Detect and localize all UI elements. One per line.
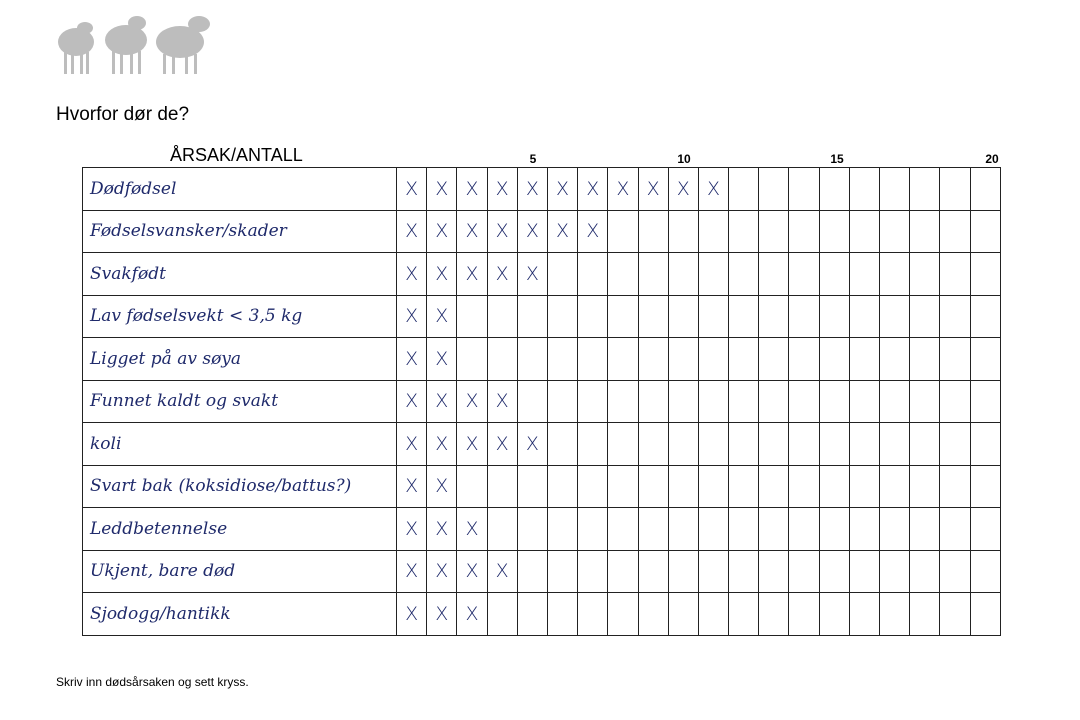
- tally-mark[interactable]: X: [427, 253, 457, 296]
- table-row: [83, 295, 1001, 338]
- tally-cell[interactable]: [880, 295, 910, 338]
- tally-cell[interactable]: [759, 508, 789, 551]
- sheep-icon: [105, 16, 147, 74]
- tally-cell[interactable]: [759, 550, 789, 593]
- tally-cell[interactable]: [910, 593, 940, 636]
- tally-cell[interactable]: [880, 593, 910, 636]
- tally-cell[interactable]: [910, 168, 940, 211]
- tally-cell[interactable]: [940, 253, 970, 296]
- tally-cell[interactable]: [578, 295, 608, 338]
- tally-cell[interactable]: [970, 338, 1000, 381]
- tally-cell[interactable]: [729, 593, 759, 636]
- tally-cell[interactable]: [910, 550, 940, 593]
- tally-cell[interactable]: [910, 508, 940, 551]
- tally-cell[interactable]: [698, 550, 728, 593]
- column-header-label: ÅRSAK/ANTALL: [170, 145, 303, 165]
- tally-cell[interactable]: [668, 295, 698, 338]
- tally-cell[interactable]: [668, 380, 698, 423]
- tally-mark[interactable]: X: [397, 550, 427, 593]
- tally-mark[interactable]: X: [397, 253, 427, 296]
- tally-cell[interactable]: [729, 168, 759, 211]
- tally-mark[interactable]: X: [457, 593, 487, 636]
- tally-cell[interactable]: [729, 508, 759, 551]
- tally-cell[interactable]: [849, 380, 879, 423]
- tally-cell[interactable]: [789, 465, 819, 508]
- tally-cell[interactable]: [940, 295, 970, 338]
- tally-cell[interactable]: [819, 550, 849, 593]
- tally-mark[interactable]: X: [427, 338, 457, 381]
- tally-cell[interactable]: [547, 593, 577, 636]
- tally-cell[interactable]: [940, 508, 970, 551]
- tally-mark[interactable]: X: [397, 295, 427, 338]
- tally-cell[interactable]: [849, 338, 879, 381]
- tally-cell[interactable]: [547, 253, 577, 296]
- tally-cell[interactable]: [970, 508, 1000, 551]
- tally-cell[interactable]: [880, 168, 910, 211]
- table-row: [83, 423, 1001, 466]
- tally-cell[interactable]: [638, 593, 668, 636]
- tally-mark[interactable]: X: [487, 423, 517, 466]
- tally-cell[interactable]: [517, 508, 547, 551]
- tally-cell[interactable]: [729, 253, 759, 296]
- tally-cell[interactable]: [547, 338, 577, 381]
- tally-cell[interactable]: [970, 380, 1000, 423]
- tally-cell[interactable]: [849, 168, 879, 211]
- tally-cell[interactable]: [729, 423, 759, 466]
- tally-cell[interactable]: [849, 253, 879, 296]
- tally-cell[interactable]: [729, 380, 759, 423]
- tally-cell[interactable]: [638, 550, 668, 593]
- tally-mark[interactable]: X: [397, 210, 427, 253]
- tally-cell[interactable]: [970, 423, 1000, 466]
- tally-cell[interactable]: [849, 210, 879, 253]
- tally-mark[interactable]: X: [427, 550, 457, 593]
- tally-cell[interactable]: [638, 423, 668, 466]
- tally-cell[interactable]: [880, 508, 910, 551]
- tally-cell[interactable]: [698, 380, 728, 423]
- tally-cell[interactable]: [729, 465, 759, 508]
- tally-cell[interactable]: [789, 550, 819, 593]
- tally-cell[interactable]: [849, 295, 879, 338]
- tally-cell[interactable]: [517, 338, 547, 381]
- tally-cell[interactable]: [759, 210, 789, 253]
- tally-mark[interactable]: X: [578, 210, 608, 253]
- tally-cell[interactable]: [880, 550, 910, 593]
- tally-mark[interactable]: X: [547, 168, 577, 211]
- tally-cell[interactable]: [698, 253, 728, 296]
- tally-cell[interactable]: [789, 338, 819, 381]
- tally-mark[interactable]: X: [547, 210, 577, 253]
- tally-cell[interactable]: [487, 338, 517, 381]
- tally-mark[interactable]: X: [397, 338, 427, 381]
- tally-cell[interactable]: [880, 210, 910, 253]
- tally-cell[interactable]: [608, 253, 638, 296]
- tally-cell[interactable]: [608, 295, 638, 338]
- tally-cell[interactable]: [789, 253, 819, 296]
- tally-mark[interactable]: X: [668, 168, 698, 211]
- tally-cell[interactable]: [940, 465, 970, 508]
- tally-cell[interactable]: [880, 423, 910, 466]
- tally-cell[interactable]: [819, 168, 849, 211]
- table-row: [83, 465, 1001, 508]
- tally-mark[interactable]: X: [638, 168, 668, 211]
- tally-cell[interactable]: [940, 593, 970, 636]
- cause-cell[interactable]: Fødselsvansker/skader: [83, 210, 397, 253]
- tally-cell[interactable]: [547, 380, 577, 423]
- cause-cell[interactable]: Lav fødselsvekt < 3,5 kg: [83, 295, 397, 338]
- tally-mark[interactable]: X: [427, 168, 457, 211]
- tally-mark[interactable]: X: [517, 253, 547, 296]
- cause-cell[interactable]: Ukjent, bare død: [83, 550, 397, 593]
- table-row: [83, 168, 1001, 211]
- tally-mark[interactable]: X: [457, 168, 487, 211]
- tally-mark[interactable]: X: [698, 168, 728, 211]
- tally-cell[interactable]: [578, 338, 608, 381]
- tally-cell[interactable]: [517, 550, 547, 593]
- tally-cell[interactable]: [668, 210, 698, 253]
- tally-cell[interactable]: [849, 550, 879, 593]
- tally-cell[interactable]: [668, 508, 698, 551]
- tally-cell[interactable]: [759, 253, 789, 296]
- tally-cell[interactable]: [849, 465, 879, 508]
- tally-mark[interactable]: X: [427, 380, 457, 423]
- tally-cell[interactable]: [638, 465, 668, 508]
- tally-cell[interactable]: [638, 338, 668, 381]
- table-row: [83, 380, 1001, 423]
- tally-cell[interactable]: [547, 423, 577, 466]
- tally-cell[interactable]: [578, 550, 608, 593]
- tally-cell[interactable]: [789, 508, 819, 551]
- tally-mark[interactable]: X: [397, 168, 427, 211]
- tally-cell[interactable]: [487, 465, 517, 508]
- tally-mark[interactable]: X: [397, 380, 427, 423]
- tally-cell[interactable]: [729, 550, 759, 593]
- tally-cell[interactable]: [970, 295, 1000, 338]
- tally-cell[interactable]: [517, 295, 547, 338]
- tally-cell[interactable]: [970, 210, 1000, 253]
- tally-cell[interactable]: [487, 295, 517, 338]
- tally-mark[interactable]: X: [457, 423, 487, 466]
- tally-cell[interactable]: [789, 168, 819, 211]
- tally-cell[interactable]: [668, 465, 698, 508]
- tally-mark[interactable]: X: [457, 508, 487, 551]
- tally-cell[interactable]: [819, 508, 849, 551]
- tally-cell[interactable]: [910, 380, 940, 423]
- tally-cell[interactable]: [940, 338, 970, 381]
- tally-cell[interactable]: [517, 593, 547, 636]
- tally-cell[interactable]: [698, 423, 728, 466]
- sheep-icon: [156, 16, 210, 74]
- tally-mark[interactable]: X: [427, 593, 457, 636]
- tally-cell[interactable]: [849, 593, 879, 636]
- tally-cell[interactable]: [759, 465, 789, 508]
- tally-mark[interactable]: X: [487, 380, 517, 423]
- tally-cell[interactable]: [608, 550, 638, 593]
- tally-cell[interactable]: [608, 423, 638, 466]
- tally-mark[interactable]: X: [457, 380, 487, 423]
- tally-mark[interactable]: X: [427, 423, 457, 466]
- tally-cell[interactable]: [608, 380, 638, 423]
- tally-cell[interactable]: [578, 508, 608, 551]
- cause-cell[interactable]: Svakfødt: [83, 253, 397, 296]
- tally-cell[interactable]: [608, 338, 638, 381]
- tally-mark[interactable]: X: [397, 465, 427, 508]
- tally-cell[interactable]: [638, 380, 668, 423]
- page-title: Hvorfor dør de?: [56, 104, 190, 125]
- tally-cell[interactable]: [759, 295, 789, 338]
- tally-cell[interactable]: [547, 508, 577, 551]
- tally-cell[interactable]: [880, 338, 910, 381]
- table-row: [83, 550, 1001, 593]
- tally-cell[interactable]: [668, 253, 698, 296]
- tally-cell[interactable]: [849, 508, 879, 551]
- tally-cell[interactable]: [970, 465, 1000, 508]
- tally-mark[interactable]: X: [457, 210, 487, 253]
- tick-label-10: 10: [677, 152, 691, 166]
- tick-label-5: 5: [529, 152, 537, 166]
- tally-mark[interactable]: X: [487, 168, 517, 211]
- tally-cell[interactable]: [910, 295, 940, 338]
- tally-mark[interactable]: X: [487, 210, 517, 253]
- tally-cell[interactable]: [547, 295, 577, 338]
- tally-cell[interactable]: [547, 550, 577, 593]
- tally-cell[interactable]: [819, 593, 849, 636]
- tally-cell[interactable]: [940, 550, 970, 593]
- tally-cell[interactable]: [819, 423, 849, 466]
- tally-cell[interactable]: [759, 423, 789, 466]
- tally-cell[interactable]: [910, 465, 940, 508]
- tally-table: [82, 167, 1001, 636]
- tally-cell[interactable]: [517, 465, 547, 508]
- tally-cell[interactable]: [638, 295, 668, 338]
- tally-cell[interactable]: [668, 423, 698, 466]
- tally-cell[interactable]: [910, 423, 940, 466]
- tally-mark[interactable]: X: [578, 168, 608, 211]
- tally-cell[interactable]: [457, 295, 487, 338]
- cause-cell[interactable]: Sjodogg/hantikk: [83, 593, 397, 636]
- tally-cell[interactable]: [940, 210, 970, 253]
- tally-cell[interactable]: [940, 380, 970, 423]
- tally-cell[interactable]: [457, 465, 487, 508]
- cause-cell[interactable]: koli: [83, 423, 397, 466]
- tally-cell[interactable]: [547, 465, 577, 508]
- table-row: [83, 338, 1001, 381]
- tally-mark[interactable]: X: [427, 508, 457, 551]
- tally-cell[interactable]: [759, 168, 789, 211]
- tally-cell[interactable]: [970, 550, 1000, 593]
- tally-cell[interactable]: [759, 380, 789, 423]
- tally-cell[interactable]: [819, 380, 849, 423]
- footer-instruction: Skriv inn dødsårsaken og sett kryss.: [56, 675, 249, 689]
- tally-cell[interactable]: [487, 593, 517, 636]
- table-row: [83, 253, 1001, 296]
- tally-cell[interactable]: [668, 593, 698, 636]
- tally-cell[interactable]: [729, 338, 759, 381]
- tally-cell[interactable]: [698, 465, 728, 508]
- tally-cell[interactable]: [638, 253, 668, 296]
- tally-mark[interactable]: X: [427, 295, 457, 338]
- tally-mark[interactable]: X: [397, 593, 427, 636]
- tally-cell[interactable]: [819, 338, 849, 381]
- tally-cell[interactable]: [819, 295, 849, 338]
- tally-mark[interactable]: X: [487, 550, 517, 593]
- sheep-logo: [52, 8, 222, 80]
- tally-cell[interactable]: [729, 295, 759, 338]
- tally-cell[interactable]: [849, 423, 879, 466]
- tally-mark[interactable]: X: [487, 253, 517, 296]
- tally-cell[interactable]: [638, 210, 668, 253]
- tally-cell[interactable]: [880, 380, 910, 423]
- tally-cell[interactable]: [789, 210, 819, 253]
- tally-mark[interactable]: X: [457, 253, 487, 296]
- tally-cell[interactable]: [819, 210, 849, 253]
- tally-cell[interactable]: [698, 295, 728, 338]
- tally-cell[interactable]: [668, 550, 698, 593]
- tally-cell[interactable]: [940, 423, 970, 466]
- tally-cell[interactable]: [578, 423, 608, 466]
- cause-cell[interactable]: Funnet kaldt og svakt: [83, 380, 397, 423]
- tally-cell[interactable]: [729, 210, 759, 253]
- table-row: [83, 593, 1001, 636]
- tally-cell[interactable]: [910, 253, 940, 296]
- tally-cell[interactable]: [819, 253, 849, 296]
- tally-mark[interactable]: X: [397, 508, 427, 551]
- tally-mark[interactable]: X: [427, 210, 457, 253]
- tally-cell[interactable]: [970, 168, 1000, 211]
- tally-mark[interactable]: X: [517, 210, 547, 253]
- tally-cell[interactable]: [789, 593, 819, 636]
- tally-mark[interactable]: X: [517, 423, 547, 466]
- cause-cell[interactable]: Svart bak (koksidiose/battus?): [83, 465, 397, 508]
- tally-cell[interactable]: [789, 423, 819, 466]
- tally-cell[interactable]: [698, 210, 728, 253]
- tally-cell[interactable]: [487, 508, 517, 551]
- tally-cell[interactable]: [759, 338, 789, 381]
- table-row: [83, 508, 1001, 551]
- tally-cell[interactable]: [698, 508, 728, 551]
- tally-cell[interactable]: [910, 210, 940, 253]
- tally-cell[interactable]: [668, 338, 698, 381]
- table-row: [83, 210, 1001, 253]
- tally-cell[interactable]: [638, 508, 668, 551]
- tally-cell[interactable]: [759, 593, 789, 636]
- cause-cell[interactable]: Dødfødsel: [83, 168, 397, 211]
- tally-cell[interactable]: [789, 295, 819, 338]
- tally-cell[interactable]: [698, 593, 728, 636]
- tally-mark[interactable]: X: [397, 423, 427, 466]
- tally-cell[interactable]: [608, 508, 638, 551]
- tally-cell[interactable]: [608, 210, 638, 253]
- tally-cell[interactable]: [457, 338, 487, 381]
- tally-cell[interactable]: [910, 338, 940, 381]
- tally-cell[interactable]: [789, 380, 819, 423]
- tally-cell[interactable]: [517, 380, 547, 423]
- tally-cell[interactable]: [578, 253, 608, 296]
- tick-label-15: 15: [830, 152, 844, 166]
- tick-label-20: 20: [985, 152, 999, 166]
- tally-cell[interactable]: [608, 465, 638, 508]
- tally-cell[interactable]: [880, 253, 910, 296]
- tally-cell[interactable]: [698, 338, 728, 381]
- tally-cell[interactable]: [578, 593, 608, 636]
- tally-cell[interactable]: [608, 593, 638, 636]
- tally-cell[interactable]: [578, 380, 608, 423]
- tally-cell[interactable]: [578, 465, 608, 508]
- tally-mark[interactable]: X: [457, 550, 487, 593]
- tally-cell[interactable]: [940, 168, 970, 211]
- tally-cell[interactable]: [819, 465, 849, 508]
- sheep-icon: [58, 22, 94, 74]
- cause-cell[interactable]: Ligget på av søya: [83, 338, 397, 381]
- tally-cell[interactable]: [970, 593, 1000, 636]
- tally-mark[interactable]: X: [427, 465, 457, 508]
- tally-cell[interactable]: [970, 253, 1000, 296]
- tally-mark[interactable]: X: [608, 168, 638, 211]
- tally-mark[interactable]: X: [517, 168, 547, 211]
- tally-cell[interactable]: [880, 465, 910, 508]
- cause-cell[interactable]: Leddbetennelse: [83, 508, 397, 551]
